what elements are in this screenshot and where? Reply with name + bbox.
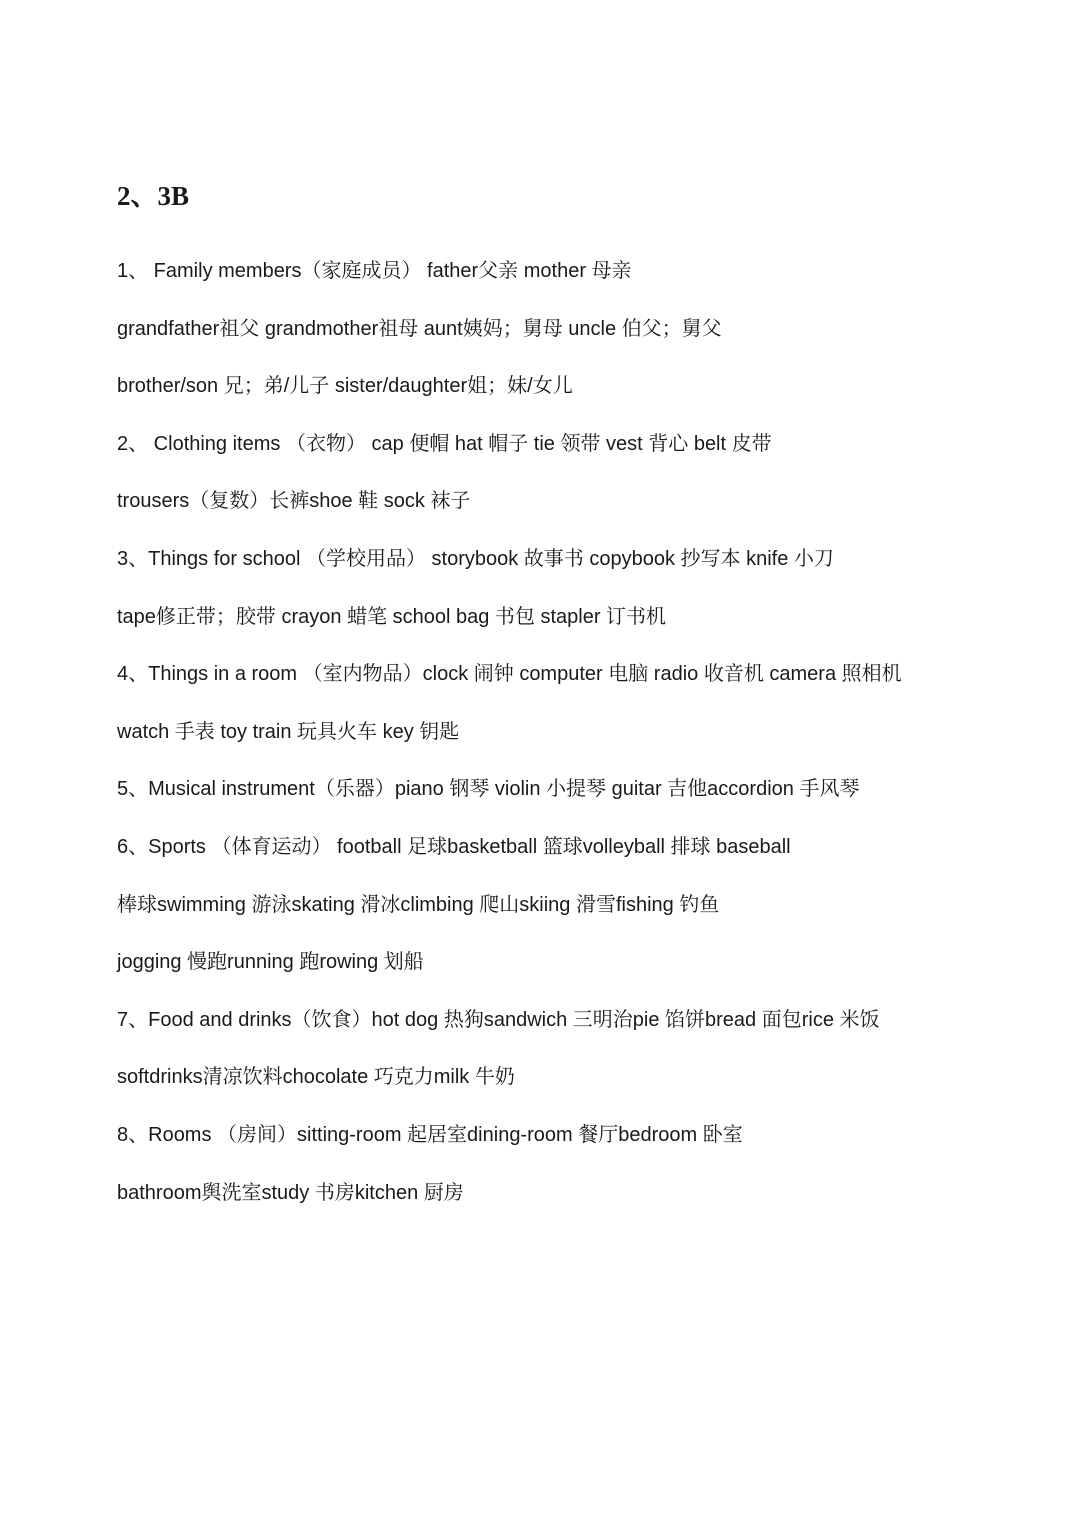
vocab-line: bathroom舆洗室study 书房kitchen 厨房 — [117, 1181, 464, 1204]
section-heading: 2、3B — [117, 181, 190, 211]
vocab-line: 1、 Family members（家庭成员） father父亲 mother 母亲 — [117, 260, 632, 282]
vocab-line: 7、Food and drinks（饮食）hot dog 热狗sandwich 三明治pie 馅饼bread 面包rice 米饭 — [117, 1008, 880, 1031]
vocab-line: jogging 慢跑running 跑rowing 划船 — [117, 951, 424, 974]
vocab-line: 2、 Clothing items （衣物） cap 便帽 hat 帽子 tie 领带 vest 背心 belt 皮带 — [117, 432, 772, 455]
vocab-line: 3、Things for school （学校用品） storybook 故事书 copybook 抄写本 knife 小刀 — [117, 547, 834, 570]
vocab-line: 8、Rooms （房间）sitting-room 起居室dining-room 餐厅bedroom 卧室 — [117, 1123, 743, 1146]
vocab-line: softdrinks清凉饮料chocolate 巧克力milk 牛奶 — [117, 1066, 515, 1089]
vocab-line: 棒球swimming 游泳skating 滑冰climbing 爬山skiing 滑雪fishing 钓鱼 — [117, 893, 720, 916]
vocabulary-list — [117, 253, 1017, 1232]
vocab-line: trousers（复数）长裤shoe 鞋 sock 袜子 — [117, 490, 471, 513]
vocab-line: watch 手表 toy train 玩具火车 key 钥匙 — [117, 720, 460, 743]
vocab-line: tape修正带；胶带 crayon 蜡笔 school bag 书包 stapler 订书机 — [117, 605, 667, 628]
vocab-line: 4、Things in a room （室内物品）clock 闹钟 computer 电脑 radio 收音机 camera 照相机 — [117, 663, 902, 686]
vocab-line: grandfather祖父 grandmother祖母 aunt姨妈；舅母 uncle 伯父；舅父 — [117, 317, 722, 340]
vocab-line: 5、Musical instrument（乐器）piano 钢琴 violin 小提琴 guitar 吉他accordion 手风琴 — [117, 778, 860, 801]
vocab-line: 6、Sports （体育运动） football 足球basketball 篮球volleyball 排球 baseball — [117, 835, 791, 858]
vocab-line: brother/son 兄；弟/儿子 sister/daughter姐；妹/女儿 — [117, 375, 573, 398]
